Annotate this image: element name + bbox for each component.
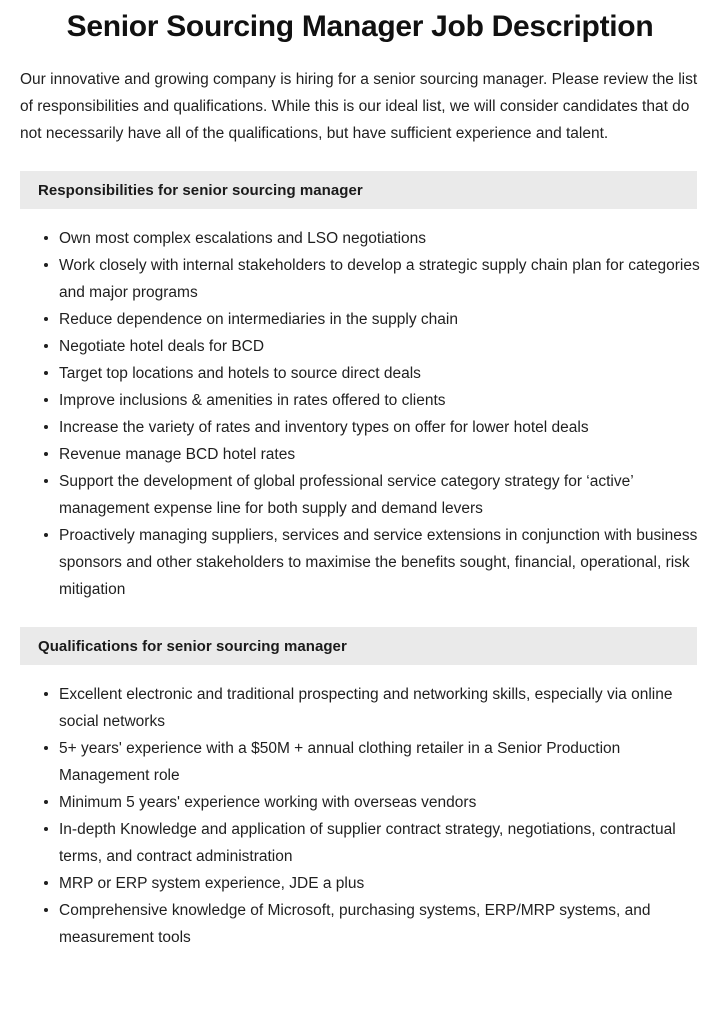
list-item [20,360,700,387]
bullet-point-icon [44,827,48,831]
list-item-text: Negotiate hotel deals for BCD [59,338,265,355]
list-item-text: Proactively managing suppliers, services and service extensions in conjunction with business sponsors and other stakeholders to maximise the benefits sought, financial, operational, risk mitigation [59,527,698,598]
list-item-text: 5+ years' experience with a $50M + annual clothing retailer in a Senior Production Management role [59,740,621,784]
list-item [20,333,700,360]
bullet-point-icon [44,317,48,321]
list-item [20,816,700,870]
bullet-point-icon [44,263,48,267]
bullet-point-icon [44,692,48,696]
bullet-point-icon [44,479,48,483]
sections-container [0,171,720,951]
list-item [20,441,700,468]
list-item-text: In-depth Knowledge and application of supplier contract strategy, negotiations, contractual terms, and contract administration [59,821,676,865]
list-item-text: Comprehensive knowledge of Microsoft, purchasing systems, ERP/MRP systems, and measurement tools [59,902,651,946]
section [0,171,720,603]
bullet-list [0,209,720,603]
bullet-list [0,665,720,951]
list-item [20,387,700,414]
section-header-label: Responsibilities for senior sourcing manager [38,181,363,199]
bullet-point-icon [44,881,48,885]
section [0,627,720,951]
list-item-text: Support the development of global professional service category strategy for ‘active’ management expense line for both supply and demand levers [59,473,634,517]
bullet-point-icon [44,908,48,912]
list-item [20,681,700,735]
list-item-text: Improve inclusions & amenities in rates offered to clients [59,392,446,409]
bullet-point-icon [44,236,48,240]
list-item-text: Excellent electronic and traditional prospecting and networking skills, especially via online social networks [59,686,673,730]
list-item [20,252,700,306]
bullet-point-icon [44,398,48,402]
bullet-point-icon [44,452,48,456]
list-item [20,897,700,951]
section-header [20,627,697,665]
bullet-point-icon [44,371,48,375]
list-item-text: Target top locations and hotels to source direct deals [59,365,421,382]
list-item [20,306,700,333]
bullet-point-icon [44,533,48,537]
intro-paragraph: Our innovative and growing company is hiring for a senior sourcing manager. Please review the list of responsibilities and qualifications. While this is our ideal list, we will consider candidates that do not necessarily have all of the qualifications, but have sufficient experience and talent. [20,71,698,142]
list-item-text: Reduce dependence on intermediaries in the supply chain [59,311,458,328]
bottom-spacer [0,951,720,973]
bullet-point-icon [44,746,48,750]
bullet-point-icon [44,800,48,804]
list-item [20,789,700,816]
list-item [20,468,700,522]
list-item [20,414,700,441]
list-item-text: Increase the variety of rates and inventory types on offer for lower hotel deals [59,419,589,436]
bullet-point-icon [44,425,48,429]
section-header [20,171,697,209]
list-item-text: Revenue manage BCD hotel rates [59,446,296,463]
bullet-point-icon [44,344,48,348]
list-item [20,522,700,603]
section-header-label: Qualifications for senior sourcing manager [38,637,347,655]
list-item [20,870,700,897]
list-item-text: Own most complex escalations and LSO negotiations [59,230,427,247]
list-item-text: MRP or ERP system experience, JDE a plus [59,875,365,892]
list-item [20,735,700,789]
list-item-text: Minimum 5 years' experience working with overseas vendors [59,794,477,811]
page-title: Senior Sourcing Manager Job Description [66,10,654,43]
list-item [20,225,700,252]
list-item-text: Work closely with internal stakeholders to develop a strategic supply chain plan for categories and major programs [59,257,700,301]
